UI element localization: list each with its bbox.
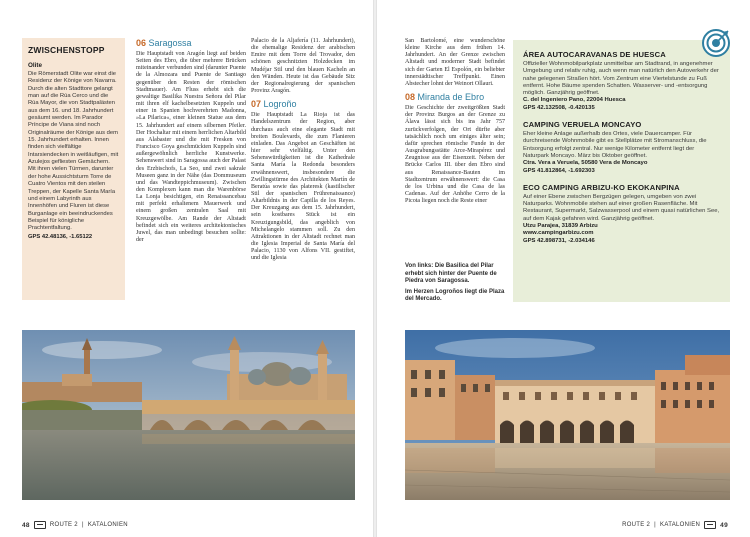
camping-title: ÁREA AUTOCARAVANAS DE HUESCA xyxy=(523,50,666,59)
camping-section-arbizu xyxy=(523,183,720,245)
camping-text: Eher kleine Anlage außerhalb des Ortes, viele Dauercamper. Für durchreisende Wohnmobile gibt es Stellplätze mit Stromanschluss, die Entsorgung erfolgt zentral. Nur wenige Kilometer entfernt liegt der Naturpark Moncayo. März bis Oktober geöffnet. xyxy=(523,131,707,159)
left-page xyxy=(0,0,373,537)
article-column-miranda xyxy=(405,38,505,205)
article-text: Palacio de la Aljafería (11. Jahrhundert), die ehemalige Residenz der arabischen Emire mit dem Torre del Trovador, den schönen geschnitzten Holzdecken im Mudéjar Stil und den blauen Kacheln an den Wänden. Heute ist das Gebäude Sitz der Regionalregierung der spanischen Provinz Aragón. xyxy=(251,38,355,95)
heading-number: 06 xyxy=(136,38,147,48)
camping-section-veruela xyxy=(523,120,720,175)
camping-text: Auf einer Ebene zwischen Bergzügen gelegen, umgeben von zwei Naturparks. Wohnmobile stehen auf einer großen Rasenfläche. Mit Restaurant, Supermarkt, Salzwasserpool und einem quasi natürlichen See, auf dem Kajak gefahren wird. Ganzjährig geöffnet. xyxy=(523,193,720,222)
heading-number: 08 xyxy=(405,92,416,103)
caption-line: Im Herzen Logroños liegt die Plaza del Mercado. xyxy=(405,288,505,303)
camping-website: www.campingarbizu.com xyxy=(523,230,594,237)
photo-logrono xyxy=(405,330,730,500)
zwischenstopp-title: ZWISCHENSTOPP xyxy=(28,45,105,55)
heading-number: 07 xyxy=(251,99,262,110)
heading-title: Miranda de Ebro xyxy=(417,92,485,103)
camping-title: CAMPING VERUELA MONCAYO xyxy=(523,120,642,130)
camping-gps: GPS 42.898731, -2.034146 xyxy=(523,237,595,244)
camping-text: Offizieller Wohnmobilparkplatz unmittelbar am Stadtrand, in angenehmer Umgebung und relativ ruhig, auch wenn man natürlich den Autoverkehr der nahe gelegenen Straßen hört. Vom Zentrum eine Viertelstunde zu Fuß entfernt. Hohe Bäume spenden Schatten. Wasserver- und -entsorgung möglich. Ganzjährig geöffnet. xyxy=(523,61,719,97)
camping-title: ECO CAMPING ARBIZU-KO EKOKANPINA xyxy=(523,182,680,192)
footer-left: 48 ROUTE 2 | KATALONIEN xyxy=(22,521,128,529)
article-text: Die Hauptstadt La Rioja ist das Handelszentrum der Region, aber durchaus auch eine elegante Stadt mit breiten Boulevards, die zum Flanieren einladen. Das Angebot an Geschäften ist hier sehr vielfältig. Unter den Sehenswürdigkeiten ist die Kathedrale Santa María la Redonda besonders erwähnenswert, insbesondere die Zwillingstürme des Architekten Martín de Beratúa sowie das plateresk (kastilischer Stil der spanischen Frührenaissance) Altarbildnis in der Capilla de los Reyes. Der Kreuzgang aus dem 15. Jahrhundert, sein kostbares Stück ist ein Kreuzigungsbild, das angeblich von Michelangelo stammen soll. Zu den Attraktionen in der Altstadt rechnet man die Iglesia Imperial de Santa María del Palacio, 1130 von Alfons VII. gestiftet, und die Iglesia xyxy=(251,112,355,262)
region-label: KATALONIEN xyxy=(87,522,128,528)
heading-saragossa xyxy=(136,38,246,49)
article-text: Die Hauptstadt von Aragón liegt auf beiden Seiten des Ebro, die über mehrere Brücken miteinander verbunden sind (darunter Puente de la Almozara und Puente de Santiago gegenüber den Resten der römischen Stadtmauer). Am Fluss erhebt sich die gewaltige Basilika Nuestra Señora del Pilar mit ihren elf kachelbesetzten Kuppeln und einer in Spanien hochverehrten Madonna, »La Pilarica«, einer kleinen Statue aus dem 15. Jahrhundert auf einem silbernen Pfeiler. Der Hochaltar mit einem herrlichen Altarbild aus Alabaster und die mit Fresken von Francisco Goya geschmückten Kuppeln sind außergewöhnlich herrliche Kunstwerke. Sehenswert sind in Saragossa auch der Palast des Erzbischofs, La Seo, und zwei sakrale Museen ganz in der Nähe (das Dommuseum und das Wandteppichmuseum). Zwischen den Komplexen kann man die Warenbörse La Lonja besichtigen, ein Renaissancebau mit perfekt erhaltenem Mauerwerk und einem großen zentralen Saal mit Kreuzgewölbe. Am Rande der Altstadt befindet sich ein weiteres architektonisches Juwel, das man unbedingt besuchen sollte: der xyxy=(136,51,246,244)
page-number: 48 xyxy=(22,521,30,529)
logo-icon xyxy=(704,521,716,529)
article-text: Die Geschichte der zweitgrößten Stadt der Provinz Burgos an der Grenze zu Álava lässt sich bis ins Jahr 757 zurückverfolgen, der Ort dürfte aber tatsächlich noch um einiges älter sein; dafür sprechen römische Funde in der Ausgrabungsstätte Arce-Mirapérez und Zeugnisse aus der Eisenzeit. Neben der Brücke Carlos III. über den Ebro sind aus Renaissance-Bauten im Stadtzentrum erwähnenswert: die Casa de los Urbina und die Casa de las Cadenas. Auf der Anhöhe Cerro de la Picota liegen noch die Reste einer xyxy=(405,105,505,205)
target-icon xyxy=(701,28,731,58)
route-label: ROUTE 2 xyxy=(622,522,651,528)
camping-address: Ctra. Vera a Veruela, 50580 Vera de Moncayo xyxy=(523,160,648,167)
heading-logrono xyxy=(251,99,355,110)
zwischenstopp-gps: GPS 42.48136, -1.65122 xyxy=(28,233,93,240)
article-column-saragossa xyxy=(136,38,246,244)
right-page xyxy=(377,0,750,537)
region-label: KATALONIEN xyxy=(660,522,701,528)
article-column-logrono xyxy=(251,38,355,263)
camping-address: C. del Ingeniero Pano, 22004 Huesca xyxy=(523,97,626,104)
article-text: San Bartolomé, eine wunderschöne kleine Kirche aus dem frühen 14. Jahrhundert. An der Grenze zwischen Altstadt und moderner Stadt befindet sich der Garten El Espolón, ein beliebter innerstädtischer Treffpunkt. Einen Abstecher lohnt der Weinort Ollauri. xyxy=(405,38,505,87)
heading-title: Saragossa xyxy=(148,38,192,48)
camping-gps: GPS 41.812864, -1.692303 xyxy=(523,167,595,174)
logo-icon xyxy=(34,521,46,529)
photo-caption xyxy=(405,263,505,304)
footer-right: ROUTE 2 | KATALONIEN 49 xyxy=(622,521,728,529)
caption-line: Von links: Die Basilica del Pilar erhebt sich hinter der Puente de Piedra von Saragossa. xyxy=(405,263,497,285)
zwischenstopp-subtitle: Olite xyxy=(28,62,42,69)
camping-address: Utzu Parajea, 31839 Arbizu xyxy=(523,223,598,230)
route-label: ROUTE 2 xyxy=(49,522,78,528)
camping-section-huesca xyxy=(523,50,720,112)
heading-miranda xyxy=(405,92,505,103)
zwischenstopp-box xyxy=(22,38,125,300)
photo-saragossa xyxy=(22,330,355,500)
heading-title: Logroño xyxy=(263,99,297,110)
camping-gps: GPS 42.132508, -0.420135 xyxy=(523,104,595,111)
camping-box xyxy=(513,40,730,302)
zwischenstopp-text: Die Römerstadt Olite war einst die Residenz der Könige von Navarra. Durch die alten Stadttore gelangt man auf die Rúa Cerco und die Rúa Mayor, die von Stadtpalästen aus dem 16. und 18. Jahrhundert gesäumt werden. Im Parador Príncipe de Viana sind noch Originalräume der Könige aus dem 15. Jahrhundert erhalten. Innen finden sich vielfältige Intarsiendecken in weitläufigen, mit Azulejos gefliesten Gemächern. Mit ihren vielen Türmen, darunter der hohe Aussichtsturm Torre de Cuatro Vientos mit den steilen Treppen, der Kapelle Santa María und einem Labyrinth aus Innenhöfen und Fluren ist diese Burganlage ein beeindruckendes Beispiel für königliche Prachtentfaltung. xyxy=(28,71,119,232)
page-number: 49 xyxy=(720,521,728,529)
